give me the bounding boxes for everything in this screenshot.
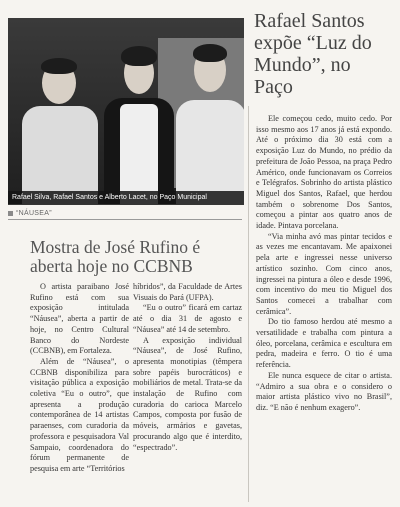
right-article-headline: Rafael Santos expõe “Luz do Mundo”, no Paço [254, 10, 372, 98]
section-rule [8, 219, 242, 220]
article-photo [8, 18, 244, 204]
left-paragraph: O artista paraibano José Rufino está com sua exposição intitulada “Náusea”, aberta a partir de hoje, no Centro Cultural Banco do Nordeste (CCBNB), em Fortaleza. [30, 282, 129, 356]
left-paragraph: híbridos”, da Faculdade de Artes Visuais do Pará (UFPA). [133, 282, 242, 302]
right-article-body [256, 114, 392, 414]
right-paragraph: Do tio famoso herdou até mesmo a versatilidade e trabalha com pintura a óleo, porcelana, cerâmica e escultura em pedra, madeira e ferro. O tio é uma referência. [256, 317, 392, 370]
square-bullet-icon [8, 211, 13, 216]
left-article-column-2 [133, 282, 242, 453]
left-paragraph: A exposição individual “Náusea”, de José Rufino, apresenta monotipias (têmpera sobre papéis burocráticos) e mobiliários de metal. Trata-se da instalação de Rufino com curadoria do carioca Marcelo Campos, composta por fusão de móveis, armários e gavetas, procurando algo que é interdito, “espectrado”. [133, 335, 242, 452]
photo-caption: Rafael Silva, Rafael Santos e Alberto Lacet, no Paço Municipal [8, 191, 244, 205]
left-article-column-1 [30, 282, 129, 475]
right-paragraph: “Via minha avó mas pintar tecidos e as vezes me encantavam. Me apaixonei pela arte e ingressei nesse universo artístico sozinho. Com cinco anos, ingressei na pintura a óleo e desde 1996, com incentivo do meu tio Miguel dos Santos comecei a trabalhar com cerâmica”. [256, 231, 392, 316]
left-article-headline: Mostra de José Rufino é aberta hoje no CCBNB [30, 237, 201, 276]
left-paragraph: “Eu o outro” ficará em cartaz até o dia 31 de agosto e “Náusea” até 14 de setembro. [133, 303, 242, 334]
column-divider [248, 106, 249, 502]
left-paragraph: Além de “Náusea”, o CCBNB disponibiliza para visitação pública a exposição coletiva “Eu o outro”, que apresenta a produção contemporânea de 14 artistas paraenses, com curadoria da professora e pesquisadora Val Sampaio, coordenadora do fórum permanente de pesquisa em arte “Territórios [30, 356, 129, 473]
section-tag [8, 210, 52, 217]
right-paragraph: Ele começou cedo, muito cedo. Por isso mesmo aos 17 anos já está expondo. Até o próximo dia 30 está com a exposição Luz do Mundo, no prédio da prefeitura de João Pessoa, na praça Pedro Américo, onde funcionavam os Correios e Telégrafos. Sobrinho do artista plástico Miguel dos Santos, Rafael, que herdou também o sobrenome Dos Santos, começou a pintar aos quatro anos de idade. Pintava porcelana. [256, 114, 392, 231]
right-paragraph: Ele nunca esquece de citar o artista. “Admiro a sua obra e o considero o maior artista plástico vivo no Brasil”, diz. “E não é nenhum exagero”. [256, 370, 392, 412]
section-tag-label: “NÁUSEA” [16, 210, 52, 217]
